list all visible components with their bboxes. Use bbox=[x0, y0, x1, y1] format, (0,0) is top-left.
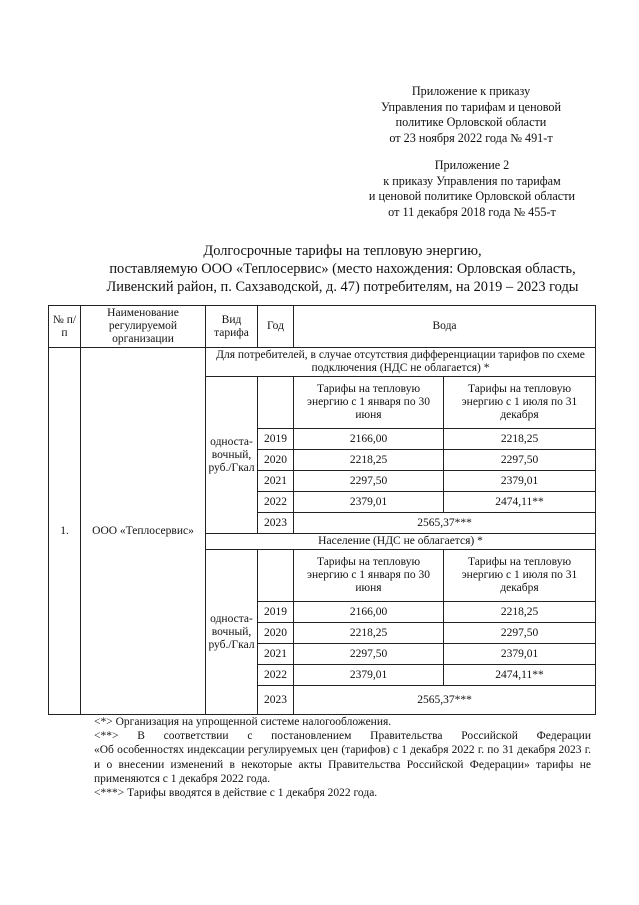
footnote-2-first-line: <**> В соответствии с постановлением Правительства Российской Федерации bbox=[94, 730, 591, 743]
tariff-type-cell: односта-вочный, руб./Гкал bbox=[206, 550, 258, 715]
header-organization: Наименование регулируемой организации bbox=[81, 306, 206, 348]
tariff-value: 2218,25 bbox=[444, 602, 596, 623]
tariff-table bbox=[48, 305, 596, 715]
footnote-3: <***> Тарифы вводятся в действие с 1 декабря 2022 года. bbox=[94, 787, 378, 800]
appendix-line: от 23 ноября 2022 года № 491-т bbox=[389, 130, 553, 145]
appendix-line: Приложение к приказу bbox=[411, 84, 531, 98]
footnotes bbox=[94, 715, 591, 800]
group-title: Для потребителей, в случае отсутствия дифференциации тарифов по схеме подключения (НДС не облагается) * bbox=[206, 348, 596, 377]
tariff-value: 2474,11** bbox=[444, 492, 596, 513]
empty-year-header bbox=[258, 377, 294, 429]
tariff-value: 2166,00 bbox=[294, 602, 444, 623]
tariff-value: 2166,00 bbox=[294, 429, 444, 450]
year-cell: 2023 bbox=[258, 513, 294, 534]
period1-header: Тарифы на тепловую энергию с 1 января по 30 июня bbox=[294, 377, 444, 429]
appendix-line: политике Орловской области bbox=[395, 115, 547, 129]
tariff-value: 2297,50 bbox=[294, 644, 444, 665]
period2-header: Тарифы на тепловую энергию с 1 июля по 31 декабря bbox=[444, 377, 596, 429]
document-title bbox=[70, 242, 615, 296]
header-number: № п/п bbox=[49, 306, 81, 348]
tariff-value: 2218,25 bbox=[294, 450, 444, 471]
title-line: поставляемую ООО «Теплосервис» (место нахождения: Орловская область, bbox=[109, 261, 576, 277]
group-title-row bbox=[49, 348, 596, 377]
year-cell: 2022 bbox=[258, 492, 294, 513]
tariff-value: 2379,01 bbox=[294, 492, 444, 513]
period1-header: Тарифы на тепловую энергию с 1 января по 30 июня bbox=[294, 550, 444, 602]
tariff-value-merged: 2565,37*** bbox=[294, 686, 596, 715]
year-cell: 2021 bbox=[258, 644, 294, 665]
tariff-value: 2474,11** bbox=[444, 665, 596, 686]
row-number-cell: 1. bbox=[49, 348, 81, 715]
group-title: Население (НДС не облагается) * bbox=[206, 534, 596, 550]
appendix-line: и ценовой политике Орловской области bbox=[368, 189, 576, 203]
tariff-value: 2297,50 bbox=[444, 450, 596, 471]
year-cell: 2020 bbox=[258, 450, 294, 471]
tariff-value: 2379,01 bbox=[444, 644, 596, 665]
header-water: Вода bbox=[294, 306, 596, 348]
year-cell: 2023 bbox=[258, 686, 294, 715]
tariff-value: 2218,25 bbox=[444, 429, 596, 450]
footnote-1: <*> Организация на упрощенной системе налогообложения. bbox=[94, 716, 392, 728]
appendix-line: к приказу Управления по тарифам bbox=[383, 173, 561, 188]
appendix-line: Приложение 2 bbox=[434, 158, 510, 172]
empty-year-header bbox=[258, 550, 294, 602]
title-line: Ливенский район, п. Сахзаводской, д. 47) потребителям, на 2019 – 2023 годы bbox=[106, 279, 579, 295]
year-cell: 2020 bbox=[258, 623, 294, 644]
appendix-line: Управления по тарифам и ценовой bbox=[381, 99, 561, 114]
header-tariff-type: Вид тарифа bbox=[206, 306, 258, 348]
title-line: Долгосрочные тарифы на тепловую энергию, bbox=[203, 243, 482, 259]
year-cell: 2022 bbox=[258, 665, 294, 686]
organization-cell: ООО «Теплосервис» bbox=[81, 348, 206, 715]
appendix-line: от 11 декабря 2018 года № 455-т bbox=[388, 204, 556, 219]
appendix-2-header bbox=[356, 158, 588, 220]
header-year: Год bbox=[258, 306, 294, 348]
tariff-value: 2297,50 bbox=[444, 623, 596, 644]
year-cell: 2019 bbox=[258, 602, 294, 623]
tariff-value: 2379,01 bbox=[294, 665, 444, 686]
table-header-row bbox=[49, 306, 596, 348]
appendix-order-header bbox=[376, 84, 566, 146]
tariff-type-cell: односта-вочный, руб./Гкал bbox=[206, 377, 258, 534]
tariff-value: 2218,25 bbox=[294, 623, 444, 644]
year-cell: 2019 bbox=[258, 429, 294, 450]
period2-header: Тарифы на тепловую энергию с 1 июля по 31 декабря bbox=[444, 550, 596, 602]
footnote-2-body: «Об особенностях индексации регулируемых цен (тарифов) с 1 декабря 2022 г. по 31 декабря 2023 г. и о внесении изменений в некоторые акты Правительства Российской Федерации» тарифы не применяются с 1 декабря 2022 года. bbox=[94, 744, 591, 785]
tariff-value: 2297,50 bbox=[294, 471, 444, 492]
tariff-value-merged: 2565,37*** bbox=[294, 513, 596, 534]
year-cell: 2021 bbox=[258, 471, 294, 492]
tariff-value: 2379,01 bbox=[444, 471, 596, 492]
